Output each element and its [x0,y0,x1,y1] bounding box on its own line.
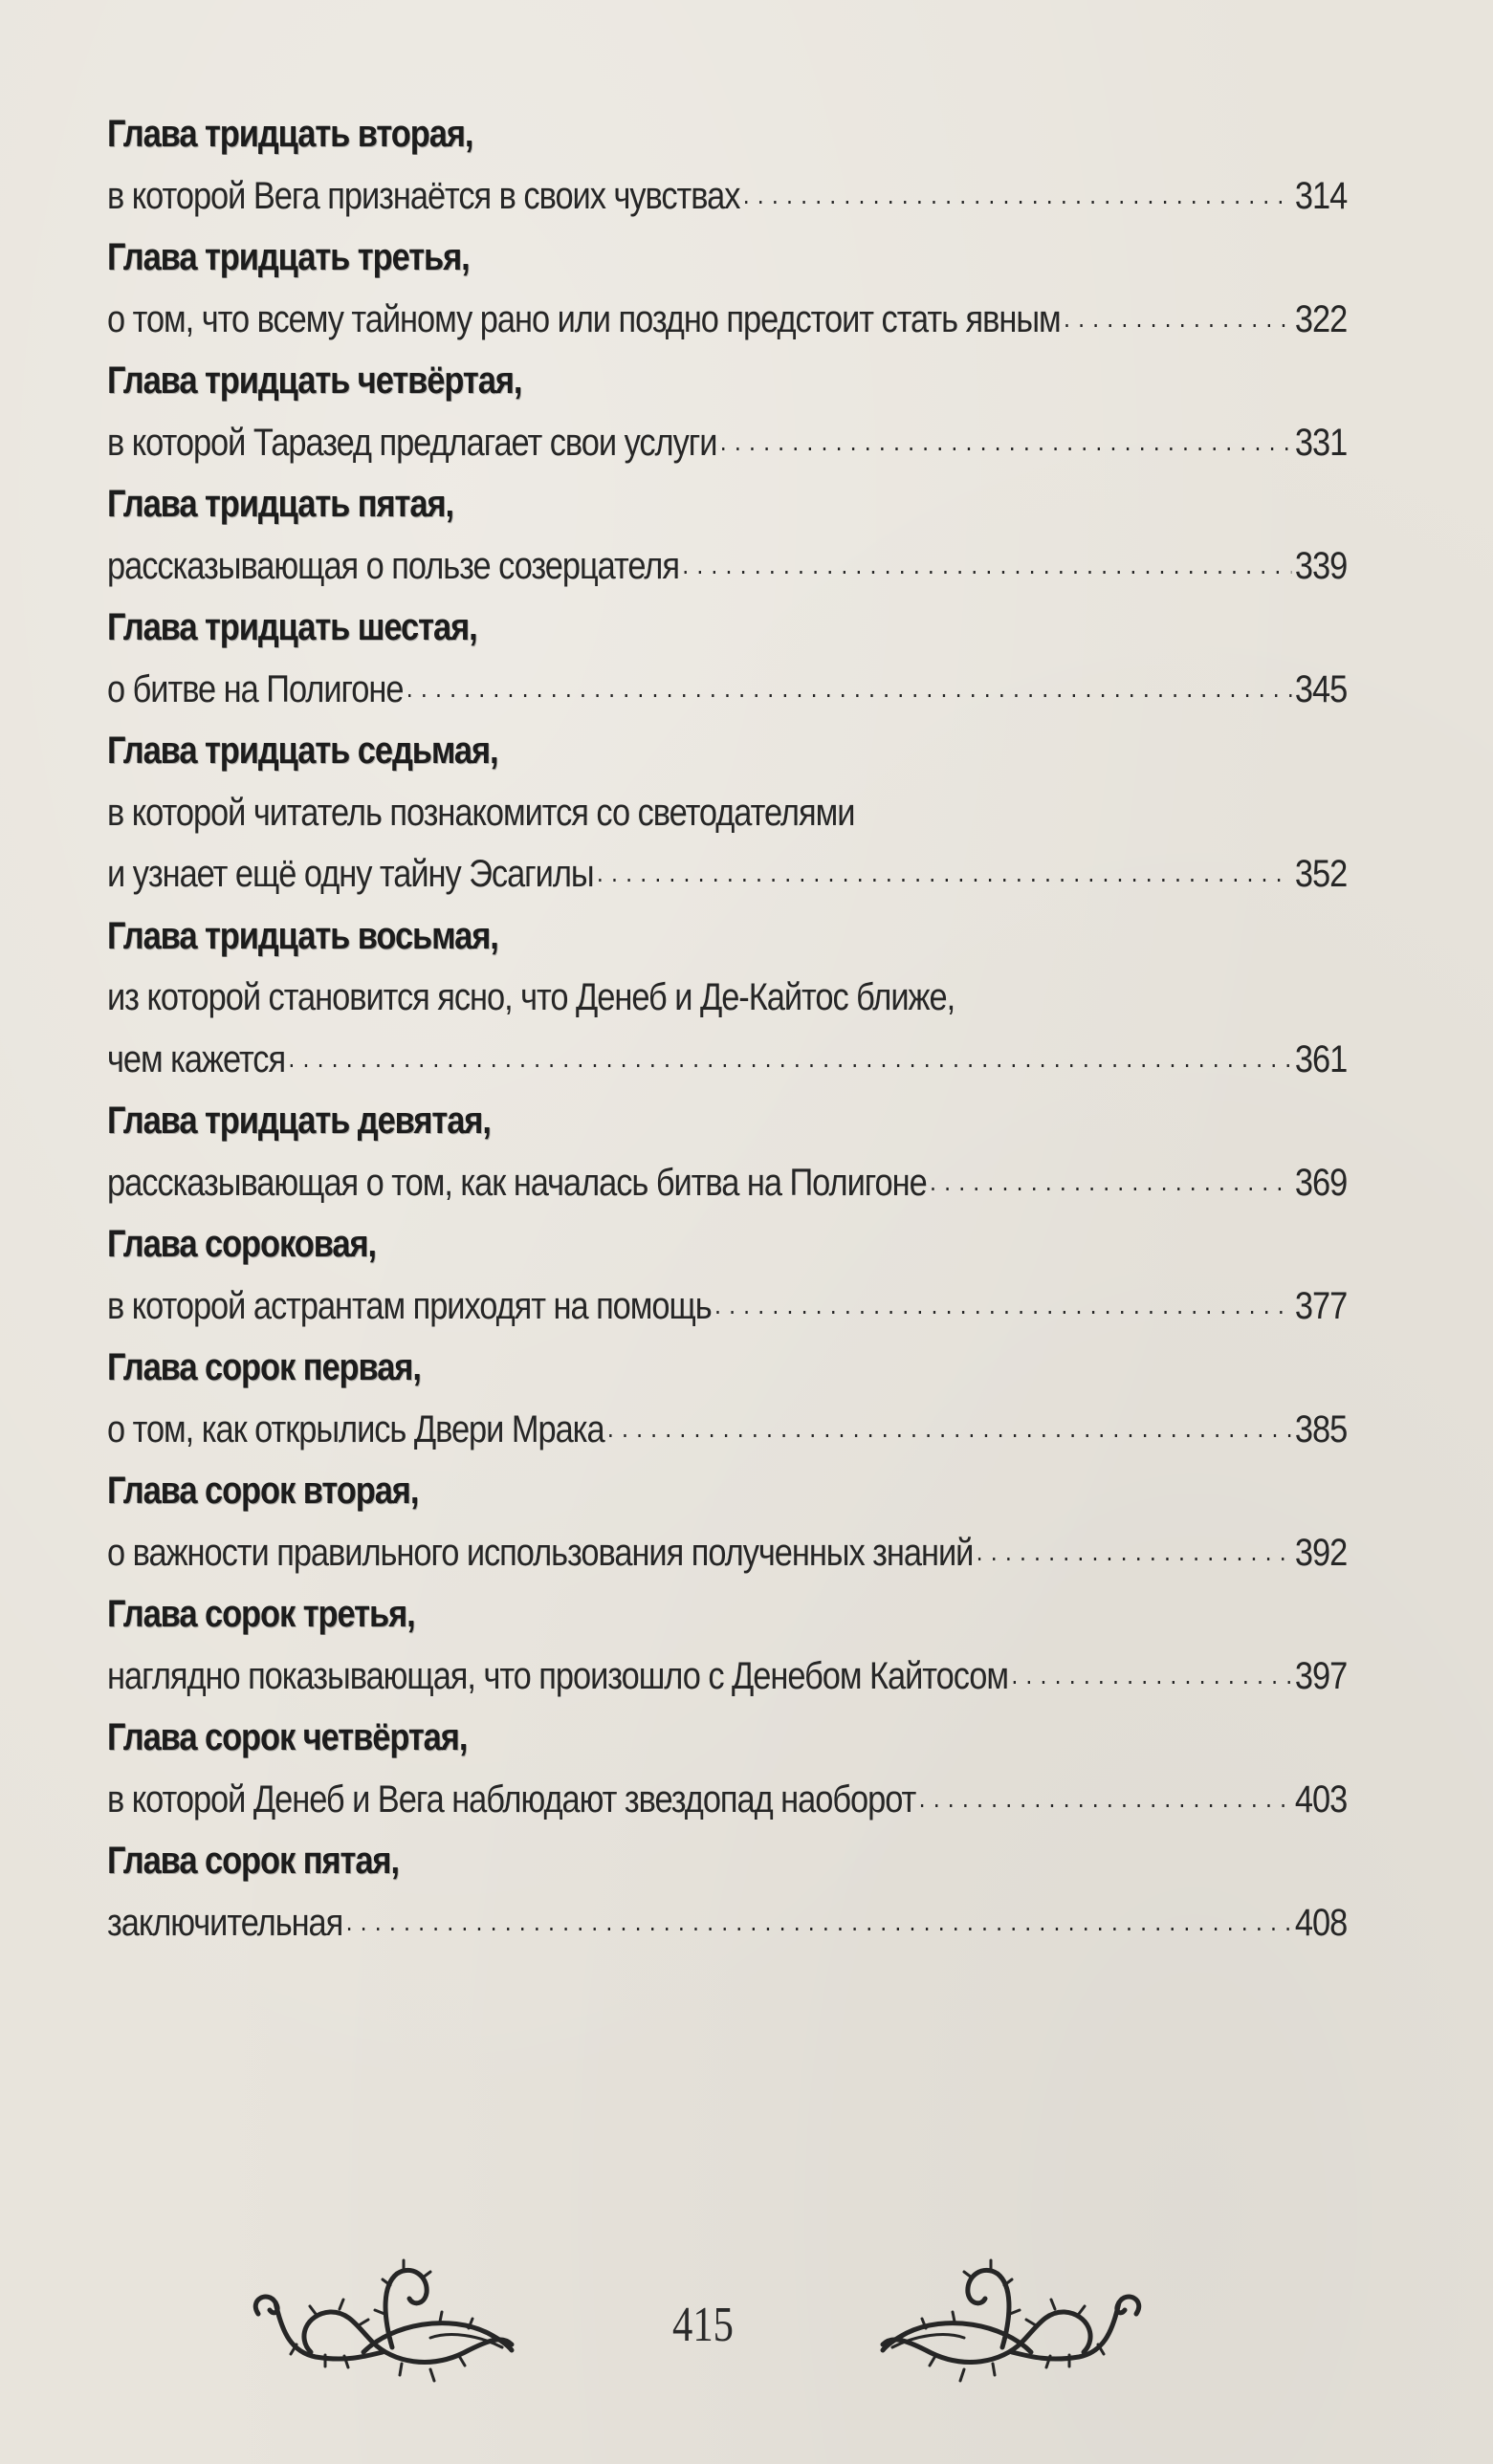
page-number: 392 [1294,1531,1348,1574]
page-number-footer: 415 [672,2298,734,2352]
chapter-heading: Глава тридцать вторая, [107,113,473,155]
page-number: 345 [1294,667,1348,710]
chapter-line[interactable] [107,967,1347,1029]
chapter-subtitle: чем кажется [107,1037,286,1080]
toc-entry [107,350,1347,473]
chapter-line[interactable] [107,165,1347,228]
toc-entry [107,1090,1347,1213]
chapter-line[interactable] [107,659,1347,721]
page-number: 385 [1294,1407,1348,1450]
toc-entry [107,473,1347,597]
chapter-heading: Глава сорок пятая, [107,1840,399,1882]
toc-entry [107,1460,1347,1583]
chapter-line[interactable] [107,1399,1347,1461]
toc-entry [107,597,1347,720]
page-number: 369 [1294,1161,1348,1204]
dot-leader [346,1897,1292,1935]
chapter-subtitle: в которой читатель познакомится со светодателями [107,791,855,834]
dot-leader [919,1774,1292,1812]
chapter-line[interactable] [107,1276,1347,1338]
chapter-heading: Глава сорок вторая, [107,1470,419,1512]
thorny-vine-ornament-right-icon [811,2257,1155,2390]
chapter-line[interactable] [107,1029,1347,1091]
page-number: 377 [1294,1284,1348,1327]
chapter-line[interactable] [107,1522,1347,1584]
chapter-subtitle: рассказывающая о пользе созерцателя [107,544,679,587]
page-footer [0,2257,1493,2390]
page-number: 339 [1294,544,1348,587]
page-number: 322 [1294,297,1348,340]
chapter-line[interactable] [107,1646,1347,1708]
chapter-subtitle: в которой Таразед предлагает свои услуги [107,421,717,464]
dot-leader [930,1157,1291,1195]
page-number: 331 [1294,421,1348,464]
chapter-heading: Глава сорок третья, [107,1593,415,1635]
dot-leader [1011,1650,1291,1689]
chapter-line[interactable] [107,289,1347,351]
chapter-heading: Глава тридцать четвёртая, [107,360,522,402]
chapter-subtitle: заключительная [107,1901,343,1944]
toc-entry [107,1337,1347,1460]
page-number: 397 [1294,1654,1348,1697]
chapter-line[interactable] [107,1892,1347,1954]
chapter-heading: Глава сороковая, [107,1223,377,1265]
dot-leader [743,170,1292,208]
page-number: 403 [1294,1777,1348,1821]
dot-leader [1064,294,1291,332]
toc-entry [107,1707,1347,1830]
toc-entry [107,905,1347,1091]
toc-entry [107,1830,1347,1953]
page-number: 408 [1294,1901,1348,1944]
toc-entry [107,1583,1347,1707]
dot-leader [977,1527,1292,1565]
chapter-line[interactable] [107,1769,1347,1831]
chapter-subtitle: о том, как открылись Двери Мрака [107,1407,604,1450]
chapter-subtitle: о том, что всему тайному рано или поздно предстоит стать явным [107,297,1061,340]
chapter-subtitle: о битве на Полигоне [107,667,404,710]
dot-leader [714,1280,1291,1319]
chapter-subtitle: в которой Денеб и Вега наблюдают звездопад наоборот [107,1777,916,1821]
chapter-heading: Глава тридцать восьмая, [107,914,498,957]
chapter-line[interactable] [107,412,1347,474]
chapter-heading: Глава тридцать третья, [107,236,470,278]
chapter-subtitle: из которой становится ясно, что Денеб и Де-Кайтос ближе, [107,976,955,1018]
chapter-subtitle: в которой Вега признаётся в своих чувствах [107,174,740,217]
dot-leader [597,848,1291,886]
chapter-heading: Глава сорок первая, [107,1346,421,1388]
page-number: 314 [1294,174,1348,217]
chapter-subtitle: наглядно показывающая, что произошло с Денебом Кайтосом [107,1654,1009,1697]
chapter-line[interactable] [107,782,1347,844]
chapter-line[interactable] [107,843,1347,905]
dot-leader [720,417,1292,455]
chapter-line[interactable] [107,535,1347,598]
chapter-subtitle: в которой астрантам приходят на помощь [107,1284,712,1327]
dot-leader [607,1404,1291,1442]
dot-leader [682,540,1291,578]
chapter-heading: Глава сорок четвёртая, [107,1716,468,1758]
chapter-subtitle: и узнает ещё одну тайну Эсагилы [107,853,594,895]
page-number: 352 [1294,853,1348,895]
chapter-subtitle: о важности правильного использования полученных знаний [107,1531,974,1574]
chapter-line[interactable] [107,1152,1347,1214]
page-number: 361 [1294,1037,1348,1080]
dot-leader [288,1034,1291,1072]
chapter-heading: Глава тридцать шестая, [107,606,477,648]
toc-entry [107,720,1347,905]
toc-entry [107,103,1347,227]
table-of-contents [107,103,1347,1953]
chapter-heading: Глава тридцать седьмая, [107,730,498,772]
chapter-heading: Глава тридцать пятая, [107,483,454,525]
toc-entry [107,1213,1347,1337]
chapter-subtitle: рассказывающая о том, как началась битва на Полигоне [107,1161,927,1204]
chapter-heading: Глава тридцать девятая, [107,1100,491,1142]
dot-leader [406,664,1292,702]
toc-entry [107,227,1347,350]
thorny-vine-ornament-left-icon [239,2257,583,2390]
